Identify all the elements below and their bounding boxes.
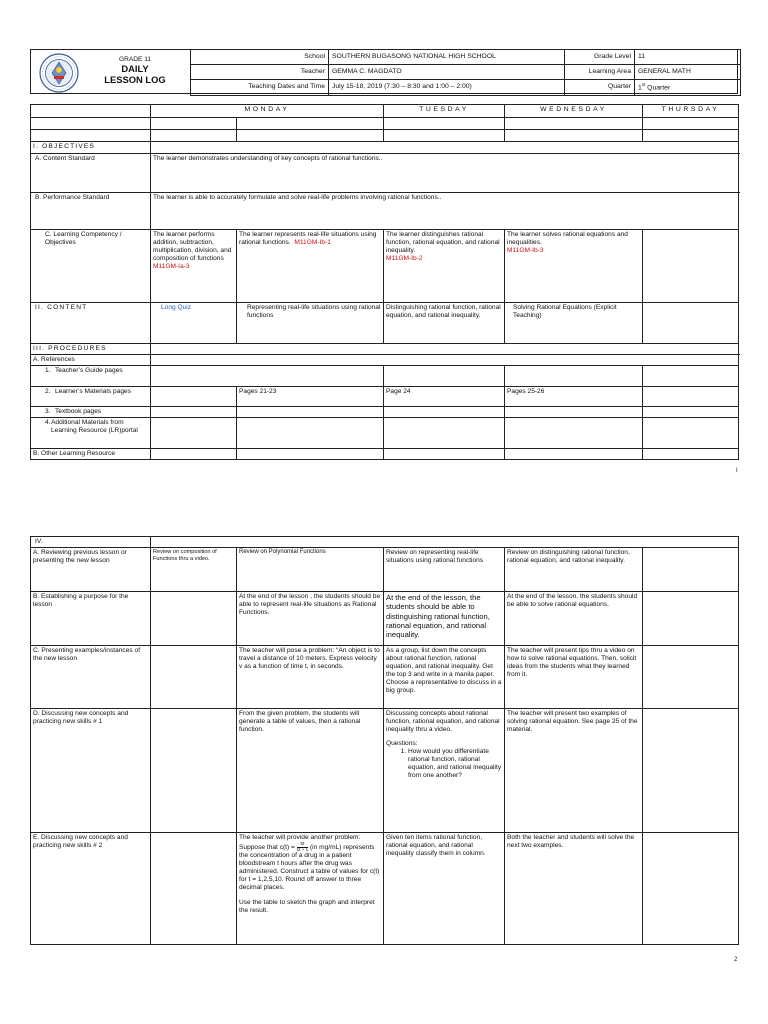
ref-num-4: 4. (45, 419, 51, 427)
reviewing-tuesday: Review on Polynomial Functions (237, 548, 384, 592)
competency-wednesday-code: M11GM-Ib-2 (386, 255, 423, 263)
blank-cell (643, 592, 739, 646)
content-row (31, 303, 739, 344)
blank-cell (505, 449, 643, 460)
blank-cell (384, 449, 505, 460)
performance-standard-text: The learner is able to accurately formulate and solve real-life problems involving rational functions.. (151, 193, 739, 230)
lm-pages-wednesday: Page 24 (384, 387, 505, 407)
presenting-thursday: The teacher will present tips thru a video on how to solve rational equations. Then, solicit ideas from the students what they learned from it. (505, 646, 643, 709)
competency-thursday-code: M11GM-Ib-3 (507, 247, 544, 255)
teachers-guide-row (31, 366, 739, 387)
learning-competency-row (31, 230, 739, 303)
learning-area-label: Learning Area (565, 65, 635, 80)
lesson-table-part-1 (30, 104, 739, 460)
days-row (31, 105, 739, 118)
textbook-text: Textbook pages (55, 408, 102, 416)
grade-title: GRADE 11 (118, 56, 152, 63)
discussing-2-tuesday-graph: Use the table to sketch the graph and interpret the result. (239, 899, 375, 915)
presenting-label: C. Presenting examples/instances of the new lesson (31, 646, 151, 709)
blank-cell (151, 355, 739, 366)
blank-cell (237, 118, 384, 130)
lesson-log-label: LESSON LOG (104, 73, 166, 85)
deped-seal-icon (39, 53, 79, 93)
day-thursday: THURSDAY (643, 105, 739, 118)
blank-cell (384, 118, 505, 130)
dates-value: July 15-18, 2019 (7:30 – 8:30 and 1:00 – 2:00) (329, 80, 565, 96)
competency-monday-text: The learner performs addition, subtraction, multiplication, division, and composition of functions (153, 231, 232, 263)
blank-cell (643, 709, 739, 833)
blank-cell (31, 130, 151, 142)
quarter-label: Quarter (565, 80, 635, 96)
other-resources-label: B. Other Learning Resource (31, 449, 151, 460)
procedures-title: III. PROCEDURES (31, 344, 151, 355)
references-row (31, 355, 739, 366)
day-wednesday: WEDNESDAY (505, 105, 643, 118)
content-standard-row (31, 154, 739, 193)
discussing-2-wednesday: Given ten items rational function, rational equation, and rational inequality classify them in column. (384, 833, 505, 945)
blank-cell (31, 118, 151, 130)
day-monday: MONDAY (151, 105, 384, 118)
blank-cell (151, 344, 739, 355)
reviewing-wednesday: Review on representing real-life situations using rational functions (384, 548, 505, 592)
additional-materials-label (31, 418, 151, 449)
blank-cell (643, 548, 739, 592)
discussing-2-label: E. Discussing new concepts and practicing new skills # 2 (31, 833, 151, 945)
discussing-1-thursday: The teacher will present two examples of solving rational equation. See page 25 of the material. (505, 709, 643, 833)
learning-competency-label: C. Learning Competency / Objectives (31, 230, 151, 303)
objectives-row (31, 142, 739, 154)
textbook-row (31, 407, 739, 418)
other-resources-row (31, 449, 739, 460)
performance-standard-row (31, 193, 739, 230)
discussing-1-tuesday: From the given problem, the students will generate a table of values, then a rational function. (237, 709, 384, 833)
blank-cell (643, 449, 739, 460)
purpose-wednesday: At the end of the lesson, the students should be able to distinguishing rational function, rational equation, and rational inequality. (384, 592, 505, 646)
lesson-table-part-2 (30, 536, 739, 945)
blank-cell (505, 418, 643, 449)
competency-thursday (505, 230, 643, 303)
blank-cell (151, 592, 237, 646)
blank-row (31, 118, 739, 130)
content-monday: Long Quiz (151, 303, 237, 344)
grade-level-label: Grade Level (565, 50, 635, 65)
content-thursday: Solving Rational Equations (Explicit Teaching) (505, 303, 643, 344)
purpose-tuesday: At the end of the lesson , the students should be able to represent real-life situations as Rational Functions. (237, 592, 384, 646)
blank-cell (151, 646, 237, 709)
blank-cell (384, 130, 505, 142)
competency-wednesday (384, 230, 505, 303)
presenting-tuesday: The teacher will pose a problem: “An object is to travel a distance of 10 meters. Express velocity v as a function of time t, in seconds. (237, 646, 384, 709)
school-value: SOUTHERN BUGASONG NATIONAL HIGH SCHOOL (329, 50, 565, 65)
header-row-dates (191, 80, 741, 96)
content-label: II. CONTENT (31, 303, 151, 344)
competency-tuesday-code: M11GM-Ib-1 (294, 239, 331, 247)
discussing-2-tuesday-problem (239, 842, 381, 892)
blank-cell (643, 418, 739, 449)
blank-row (31, 130, 739, 142)
dates-label: Teaching Dates and Time (191, 80, 329, 96)
content-wednesday: Distinguishing rational function, rational equation, and rational inequality. (384, 303, 505, 344)
additional-materials-row (31, 418, 739, 449)
blank-cell (505, 118, 643, 130)
reviewing-thursday: Review on distinguishing rational function, rational equation, and rational inequality. (505, 548, 643, 592)
blank-cell (151, 833, 237, 945)
blank-cell (237, 449, 384, 460)
procedures-row (31, 344, 739, 355)
blank-cell (151, 118, 237, 130)
blank-cell (151, 407, 237, 418)
blank-cell (643, 646, 739, 709)
blank-cell (151, 537, 739, 548)
section-iv-title: IV. (31, 537, 151, 548)
purpose-thursday: At the end of the lesson, the students should be able to solve rational equations. (505, 592, 643, 646)
objectives-title: I. OBJECTIVES (31, 142, 151, 154)
lm-pages-thursday: Pages 25-26 (505, 387, 643, 407)
content-standard-label: A. Content Standard (31, 154, 151, 193)
questions-list (408, 748, 502, 780)
discussing-2-tuesday-intro: The teacher will provide another problem: (239, 834, 361, 842)
presenting-wednesday: As a group, list down the concepts about rational function, rational equation, and rational inequality. Get the top 3 and write in a manila paper. Choose a representative to discuss in a big group. (384, 646, 505, 709)
quarter-suffix: st (641, 82, 646, 87)
blank-cell (384, 407, 505, 418)
blank-cell (151, 366, 384, 387)
quarter-word: Quarter (645, 84, 671, 92)
blank-cell (151, 449, 237, 460)
quarter-value (635, 80, 741, 96)
blank-cell (643, 387, 739, 407)
presenting-row (31, 646, 739, 709)
additional-materials-text: Additional Materials from Learning Resource (LR)portal (51, 419, 138, 435)
competency-thursday-text: The learner solves rational equations and inequalities. (507, 231, 628, 247)
grade-level-value: 11 (635, 50, 741, 65)
teachers-guide-text: Teacher’s Guide pages (55, 367, 123, 375)
day-tuesday: TUESDAY (384, 105, 505, 118)
daily-title: DAILY (121, 63, 149, 75)
reviewing-row (31, 548, 739, 592)
learners-materials-text: Learner’s Materials pages (55, 388, 131, 396)
blank-cell (151, 387, 237, 407)
blank-cell (643, 407, 739, 418)
references-label: A. References (31, 355, 151, 366)
blank-cell (505, 407, 643, 418)
teacher-label: Teacher (191, 65, 329, 80)
blank-cell (151, 418, 237, 449)
blank-cell (237, 407, 384, 418)
lesson-log-header (30, 49, 738, 94)
learning-area-value: GENERAL MATH (635, 65, 741, 80)
header-info-table (190, 49, 741, 96)
blank-cell (643, 130, 739, 142)
blank-cell (643, 366, 739, 387)
discussing-2-thursday: Both the teacher and students will solve the next two examples. (505, 833, 643, 945)
discussing-2-tuesday (237, 833, 384, 945)
purpose-label: B. Establishing a purpose for the lesson (31, 592, 151, 646)
blank-cell (237, 130, 384, 142)
ref-num-1: 1. (45, 367, 51, 375)
competency-tuesday-text: The learner represents real-life situations using rational functions. (239, 231, 377, 247)
purpose-row (31, 592, 739, 646)
ref-num-3: 3. (45, 408, 51, 416)
blank-cell (237, 418, 384, 449)
question-item: 1. How would you differentiate rational function, rational equation, and rational inequality from one another? (408, 748, 502, 780)
discussing-2-row (31, 833, 739, 945)
lesson-log-title (93, 56, 177, 86)
competency-tuesday (237, 230, 384, 303)
competency-wednesday-text: The learner distinguishes rational function, rational equation, and rational inequality. (386, 231, 500, 255)
blank-cell (643, 833, 739, 945)
questions-label: Questions: (386, 740, 418, 748)
blank-cell (151, 142, 739, 154)
blank-cell (643, 230, 739, 303)
competency-monday-code: M11GM-Ia-3 (153, 263, 190, 271)
learners-materials-row (31, 387, 739, 407)
quarter-number: 1 (638, 84, 642, 92)
content-standard-text: The learner demonstrates understanding of key concepts of rational functions.. (151, 154, 739, 193)
page-mark-1: I (736, 468, 738, 474)
fraction-denominator: t2 + 1 (296, 846, 309, 852)
page-mark-2: 2 (734, 957, 738, 963)
blank-cell (31, 105, 151, 118)
reviewing-monday: Review on composition of Functions thru a video. (151, 548, 237, 592)
fraction-numerator: 5t (297, 842, 308, 848)
blank-cell (643, 118, 739, 130)
section-iv-row (31, 537, 739, 548)
reviewing-label: A. Reviewing previous lesson or presenting the new lesson (31, 548, 151, 592)
problem-rest: (in mg/mL) represents the concentration of a drug in a patient bloodstream t hours after the drug was administered. Construct a table of values for c(t) for t = 1,2,5,10. Round off answer to three decimal places. (239, 843, 380, 892)
performance-standard-label: B. Performance Standard (31, 193, 151, 230)
blank-cell (643, 303, 739, 344)
problem-lead: Suppose that c(t) = (239, 843, 297, 851)
fraction (297, 842, 308, 852)
blank-cell (151, 709, 237, 833)
discussing-1-row (31, 709, 739, 833)
teacher-value: GEMMA C. MAGDATO (329, 65, 565, 80)
discussing-1-wednesday (384, 709, 505, 833)
blank-cell (384, 418, 505, 449)
textbook-label (31, 407, 151, 418)
lm-pages-tuesday: Pages 21-23 (237, 387, 384, 407)
ref-num-2: 2. (45, 388, 51, 396)
school-label: School (191, 50, 329, 65)
learners-materials-label (31, 387, 151, 407)
blank-cell (384, 366, 505, 387)
header-row-teacher (191, 65, 741, 80)
teachers-guide-label (31, 366, 151, 387)
discussing-1-wednesday-text: Discussing concepts about rational function, rational equation, and rational inequality thru a video. (386, 710, 500, 734)
discussing-1-label: D. Discussing new concepts and practicing new skills # 1 (31, 709, 151, 833)
content-tuesday: Representing real-life situations using rational functions (237, 303, 384, 344)
blank-cell (151, 130, 237, 142)
competency-monday (151, 230, 237, 303)
blank-cell (505, 130, 643, 142)
blank-cell (505, 366, 643, 387)
header-row-school (191, 50, 741, 65)
